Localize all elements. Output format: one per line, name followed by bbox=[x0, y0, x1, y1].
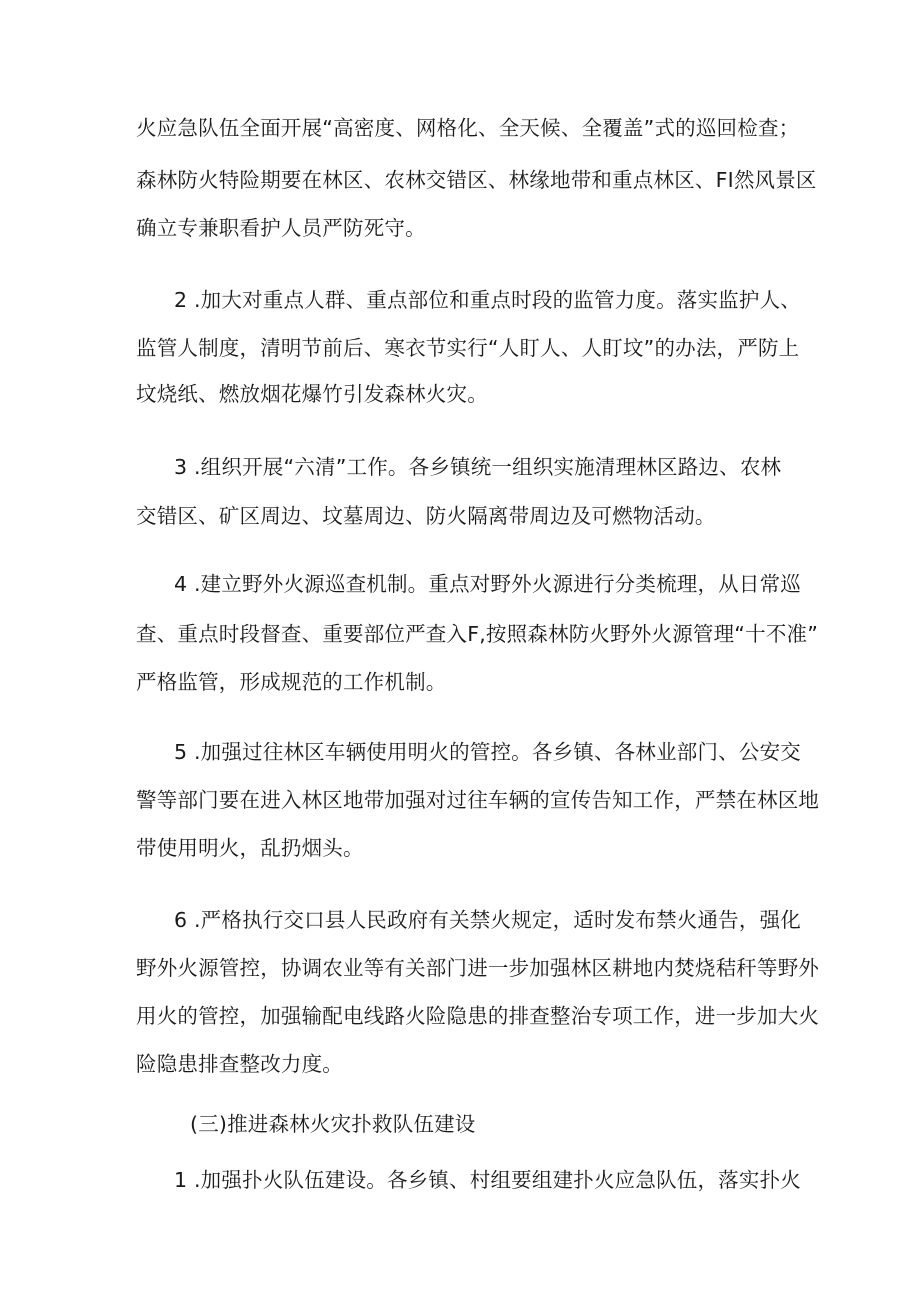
paragraph-line: 5 .加强过往林区车辆使用明火的管控。各乡镇、各林业部门、公安交 bbox=[174, 740, 801, 764]
paragraph-line: 严格监管，形成规范的工作机制。 bbox=[136, 670, 447, 694]
paragraph-line: 警等部门要在进入林区地带加强对过往车辆的宣传告知工作，严禁在林区地 bbox=[136, 788, 820, 812]
paragraph-line: 坟烧纸、燃放烟花爆竹引发森林火灾。 bbox=[136, 382, 488, 406]
paragraph-line: 火应急队伍全面开展“高密度、网格化、全天候、全覆盖”式的巡回检查； bbox=[136, 116, 800, 140]
section-heading: (三)推进森林火灾扑救队伍建设 bbox=[190, 1112, 476, 1136]
paragraph-line: 监管人制度，清明节前后、寒衣节实行“人盯人、人盯坟”的办法，严防上 bbox=[136, 336, 800, 360]
paragraph-line: 3 .组织开展“六清”工作。各乡镇统一组织实施清理林区路边、农林 bbox=[174, 455, 782, 479]
paragraph-line: 1 .加强扑火队伍建设。各乡镇、村组要组建扑火应急队伍，落实扑火 bbox=[174, 1168, 801, 1192]
paragraph-line: 确立专兼职看护人员严防死守。 bbox=[136, 216, 426, 240]
paragraph-line: 4 .建立野外火源巡查机制。重点对野外火源进行分类梳理，从日常巡 bbox=[174, 572, 801, 596]
paragraph-line: 2 .加大对重点人群、重点部位和重点时段的监管力度。落实监护人、 bbox=[174, 288, 801, 312]
paragraph-line: 6 .严格执行交口县人民政府有关禁火规定，适时发布禁火通告，强化 bbox=[174, 908, 801, 932]
paragraph-line: 用火的管控，加强输配电线路火险隐患的排查整治专项工作，进一步加大火 bbox=[136, 1004, 820, 1028]
paragraph-line: 查、重点时段督查、重要部位严查入F,按照森林防火野外火源管理“十不准” bbox=[136, 622, 819, 646]
paragraph-line: 森林防火特险期要在林区、农林交错区、林缘地带和重点林区、FI然风景区 bbox=[136, 168, 817, 192]
paragraph-line: 带使用明火，乱扔烟头。 bbox=[136, 836, 364, 860]
paragraph-line: 险隐患排查整改力度。 bbox=[136, 1052, 343, 1076]
paragraph-line: 交错区、矿区周边、坟墓周边、防火隔离带周边及可燃物活动。 bbox=[136, 504, 716, 528]
paragraph-line: 野外火源管控，协调农业等有关部门进一步加强林区耕地内焚烧秸秆等野外 bbox=[136, 956, 820, 980]
